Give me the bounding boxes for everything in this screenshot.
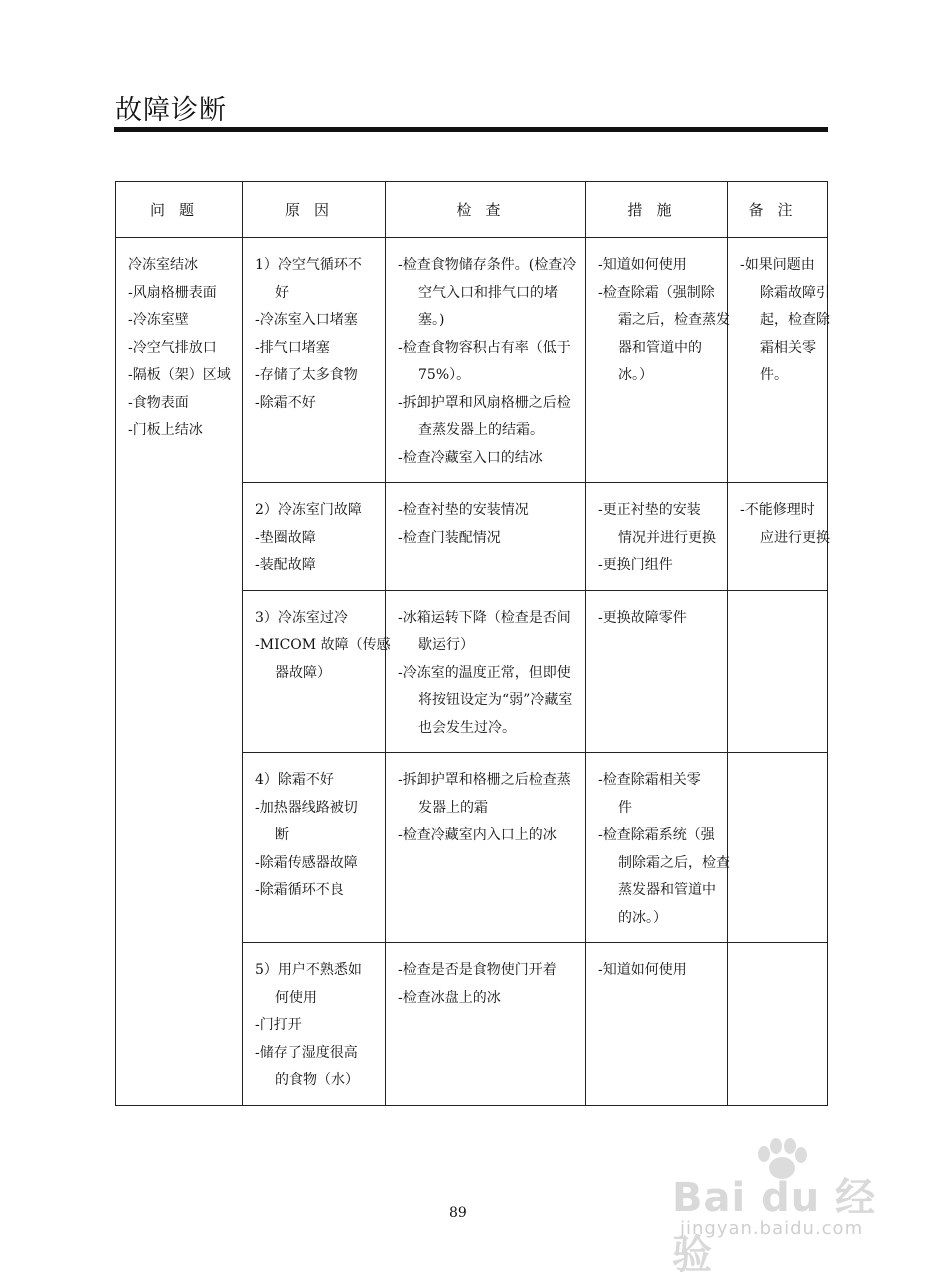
- watermark-url: jingyan.baidu.com: [680, 1218, 864, 1239]
- cause-line: -除霜不好: [255, 394, 316, 411]
- check-line: -检查冰盘上的冰: [398, 989, 501, 1006]
- remark-line: 霜相关零: [760, 339, 816, 356]
- page-title: 故障诊断: [115, 95, 227, 126]
- cause-cell: [243, 590, 391, 753]
- remark-line: -不能修理时: [740, 502, 815, 518]
- action-line: -更换门组件: [598, 557, 673, 573]
- cause-line: 器故障）: [275, 664, 331, 681]
- cause-line: -垫圈故障: [255, 529, 316, 546]
- header-cause: 原因: [243, 182, 386, 238]
- check-cell: [386, 238, 586, 483]
- cause-cell: [243, 238, 386, 483]
- action-cell: [586, 238, 728, 483]
- remark-line: 除霜故障引: [760, 284, 830, 301]
- remark-cell: [728, 753, 828, 943]
- header-check: 检查: [386, 182, 586, 238]
- action-line: 件: [618, 799, 632, 816]
- check-line: 塞。): [418, 312, 445, 328]
- table-header-row: [116, 182, 828, 238]
- check-line: 空气入口和排气口的堵: [418, 284, 558, 301]
- problem-line: -冷冻室壁: [128, 312, 189, 328]
- action-line: 蒸发器和管道中: [618, 882, 716, 898]
- action-cell: [586, 943, 728, 1106]
- remark-cell: [728, 943, 828, 1106]
- check-line: -检查食物容积占有率（低于: [398, 339, 571, 356]
- cause-line: -装配故障: [255, 557, 316, 573]
- check-line: -拆卸护罩和格栅之后检查蒸: [398, 772, 571, 788]
- header-problem: 问题: [116, 182, 243, 238]
- watermark: [672, 1138, 892, 1278]
- action-line: -检查除霜相关零: [598, 772, 701, 788]
- cause-cell: [243, 753, 386, 943]
- check-line: 发器上的霜: [418, 799, 488, 816]
- remark-line: 应进行更换: [760, 529, 830, 546]
- title-rule: [114, 127, 828, 132]
- action-line: -更正衬垫的安装: [598, 502, 701, 518]
- check-line: 歇运行）: [418, 637, 474, 653]
- cause-line: 好: [275, 284, 289, 301]
- watermark-logo: Bai du 经验: [672, 1175, 877, 1278]
- check-line: -检查冷藏室内入口上的冰: [398, 827, 557, 843]
- diagnosis-table: [115, 181, 828, 1106]
- remark-cell: [728, 238, 828, 483]
- action-line: 制除霜之后，检查: [618, 854, 730, 871]
- cause-line: -排气口堵塞: [255, 339, 330, 356]
- cause-line: 4）除霜不好: [255, 772, 334, 788]
- action-line: 冰。）: [618, 367, 653, 383]
- check-cell: [386, 943, 586, 1106]
- check-line: -冰箱运转下降（检查是否间: [398, 609, 571, 626]
- cause-line: 3）冷冻室过冷: [255, 609, 348, 626]
- cause-line: -存储了太多食物: [255, 367, 358, 383]
- cause-line: 断: [275, 827, 289, 843]
- problem-cell: [116, 238, 243, 1106]
- cause-cell: [243, 943, 386, 1106]
- problem-line: 冷冻室结冰: [128, 257, 198, 273]
- header-action: 措施: [586, 182, 728, 238]
- action-cell: [586, 590, 728, 753]
- check-line: -检查食物储存条件。(检查冷: [398, 257, 577, 273]
- action-line: -更换故障零件: [598, 609, 687, 626]
- check-line: -拆卸护罩和风扇格栅之后检: [398, 394, 571, 411]
- cause-line: -MICOM 故障（传感: [255, 637, 391, 653]
- remark-cell: [728, 483, 828, 591]
- cause-line: 何使用: [275, 989, 317, 1006]
- problem-line: -门板上结冰: [128, 422, 203, 438]
- action-line: 情况并进行更换: [618, 529, 716, 546]
- remark-cell: [728, 590, 828, 753]
- header-remark: 备注: [728, 182, 828, 238]
- cause-line: -门打开: [255, 1017, 302, 1033]
- action-line: 霜之后，检查蒸发: [618, 312, 730, 328]
- check-line: 也会发生过冷。: [418, 719, 516, 736]
- remark-line: 起，检查除: [760, 312, 830, 328]
- check-cell: [386, 753, 586, 943]
- action-line: -检查除霜（强制除: [598, 284, 715, 301]
- problem-line: -风扇格栅表面: [128, 284, 217, 301]
- cause-line: -除霜循环不良: [255, 882, 344, 898]
- cause-line: 2）冷冻室门故障: [255, 502, 362, 518]
- table-row: [116, 238, 828, 483]
- check-line: -检查冷藏室入口的结冰: [398, 449, 543, 466]
- cause-line: -储存了湿度很高: [255, 1044, 358, 1061]
- action-line: -检查除霜系统（强: [598, 827, 715, 843]
- action-cell: [586, 483, 728, 591]
- problem-line: -食物表面: [128, 394, 189, 411]
- action-line: -知道如何使用: [598, 962, 687, 978]
- action-cell: [586, 753, 728, 943]
- cause-line: -除霜传感器故障: [255, 854, 358, 871]
- action-line: -知道如何使用: [598, 257, 687, 273]
- check-line: 75%）。: [418, 367, 471, 383]
- remark-line: 件。: [760, 367, 788, 383]
- check-line: 查蒸发器上的结霜。: [418, 422, 544, 438]
- problem-line: -隔板（架）区域: [128, 367, 231, 383]
- action-line: 器和管道中的: [618, 339, 702, 356]
- check-line: -检查衬垫的安装情况: [398, 502, 529, 518]
- problem-line: -冷空气排放口: [128, 339, 217, 356]
- check-line: -检查门装配情况: [398, 529, 501, 546]
- check-line: 将按钮设定为“弱”冷藏室: [418, 692, 573, 708]
- page-number: 89: [449, 1205, 467, 1221]
- cause-line: 1）冷空气循环不: [255, 257, 362, 273]
- remark-line: -如果问题由: [740, 257, 815, 273]
- check-line: -检查是否是食物使门开着: [398, 962, 557, 978]
- cause-line: 的食物（水）: [275, 1072, 359, 1088]
- check-line: -冷冻室的温度正常，但即使: [398, 664, 571, 681]
- cause-cell: [243, 483, 386, 591]
- action-line: 的冰。）: [618, 909, 667, 926]
- cause-line: -加热器线路被切: [255, 799, 358, 816]
- cause-line: 5）用户不熟悉如: [255, 962, 362, 978]
- cause-line: -冷冻室入口堵塞: [255, 312, 358, 328]
- check-cell: [386, 483, 586, 591]
- check-cell: [386, 590, 586, 753]
